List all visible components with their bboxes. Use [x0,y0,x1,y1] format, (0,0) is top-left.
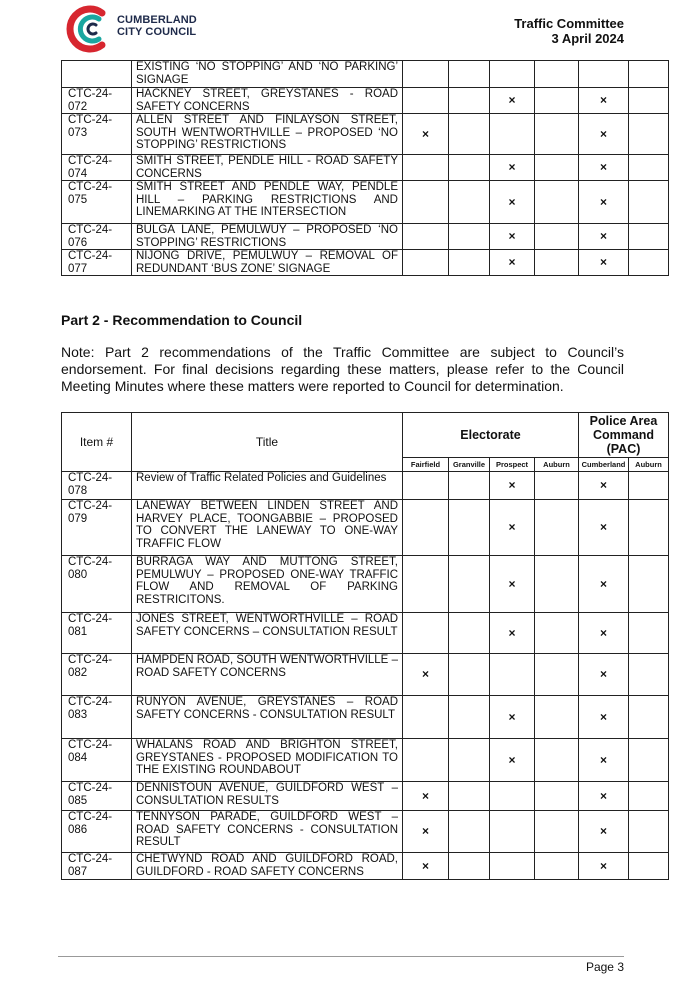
item-number: CTC-24-084 [62,739,132,782]
empty-cell [449,114,490,155]
cross-mark-icon: × [490,500,535,556]
cross-mark-icon: × [403,114,449,155]
cross-mark-icon: × [579,696,629,739]
empty-cell [449,853,490,880]
empty-cell [535,500,579,556]
cross-mark-icon: × [579,613,629,654]
empty-cell [535,782,579,811]
logo-text-line1: CUMBERLAND [117,14,197,26]
subcol-granville: Granville [449,458,490,472]
cross-mark-icon: × [579,500,629,556]
empty-cell [449,696,490,739]
empty-cell [535,61,579,88]
table-row [62,181,669,224]
empty-cell [629,811,669,853]
cross-mark-icon: × [490,696,535,739]
empty-cell [629,613,669,654]
empty-cell [490,782,535,811]
empty-cell [403,472,449,500]
item-title: TENNYSON PARADE, GUILDFORD WEST – ROAD SAFETY CONCERNS - CONSULTATION RESULT [132,811,403,853]
part2-table [61,412,669,880]
item-number: CTC-24-075 [62,181,132,224]
cross-mark-icon: × [490,556,535,613]
cross-mark-icon: × [579,181,629,224]
empty-cell [629,114,669,155]
empty-cell [449,654,490,696]
empty-cell [535,613,579,654]
empty-cell [449,472,490,500]
item-number: CTC-24-078 [62,472,132,500]
empty-cell [629,155,669,181]
cross-mark-icon: × [490,181,535,224]
empty-cell [535,472,579,500]
empty-cell [629,181,669,224]
empty-cell [403,61,449,88]
table-row [62,853,669,880]
empty-cell [449,61,490,88]
cross-mark-icon: × [579,811,629,853]
item-title: DENNISTOUN AVENUE, GUILDFORD WEST – CONSULTATION RESULTS [132,782,403,811]
empty-cell [535,811,579,853]
item-number: CTC-24-085 [62,782,132,811]
empty-cell [629,853,669,880]
item-number: CTC-24-077 [62,250,132,276]
item-title: NIJONG DRIVE, PEMULWUY – REMOVAL OF REDUNDANT ‘BUS ZONE’ SIGNAGE [132,250,403,276]
empty-cell [535,696,579,739]
empty-cell [535,114,579,155]
subcol-prospect: Prospect [490,458,535,472]
part2-heading: Part 2 - Recommendation to Council [61,312,303,328]
cross-mark-icon: × [490,739,535,782]
empty-cell [535,556,579,613]
empty-cell [449,155,490,181]
item-title: HAMPDEN ROAD, SOUTH WENTWORTHVILLE – ROAD SAFETY CONCERNS [132,654,403,696]
table-row [62,739,669,782]
cross-mark-icon: × [579,114,629,155]
subcol-auburn-pac: Auburn [629,458,669,472]
empty-cell [535,853,579,880]
item-title: Review of Traffic Related Policies and Guidelines [132,472,403,500]
empty-cell [403,556,449,613]
cross-mark-icon: × [490,224,535,250]
table-row [62,556,669,613]
cross-mark-icon: × [579,250,629,276]
empty-cell [535,155,579,181]
empty-cell [629,250,669,276]
logo-c-mark-icon [62,4,114,54]
empty-cell [490,853,535,880]
empty-cell [449,250,490,276]
cross-mark-icon: × [403,654,449,696]
cross-mark-icon: × [403,853,449,880]
cross-mark-icon: × [490,613,535,654]
cross-mark-icon: × [490,250,535,276]
col-header-pac: Police Area Command (PAC) [579,413,669,458]
cross-mark-icon: × [403,782,449,811]
empty-cell [403,696,449,739]
item-title: EXISTING ‘NO STOPPING’ AND ‘NO PARKING’ SIGNAGE [132,61,403,88]
empty-cell [449,556,490,613]
cross-mark-icon: × [579,853,629,880]
footer-divider [58,956,624,957]
empty-cell [629,654,669,696]
part2-note: Note: Part 2 recommendations of the Traffic Committee are subject to Council’s endorsement. For final decisions regarding these matters, please refer to the Council Meeting Minutes where these matters were reported to Council for determination. [61,344,624,394]
col-header-electorate: Electorate [403,413,579,458]
empty-cell [490,811,535,853]
page-number: Page 3 [585,960,624,974]
empty-cell [449,224,490,250]
table-row [62,500,669,556]
empty-cell [629,739,669,782]
logo-text-line2: CITY COUNCIL [117,26,197,38]
table-row [62,155,669,181]
item-number: CTC-24-080 [62,556,132,613]
empty-cell [579,61,629,88]
item-title: JONES STREET, WENTWORTHVILLE – ROAD SAFETY CONCERNS – CONSULTATION RESULT [132,613,403,654]
item-number: CTC-24-076 [62,224,132,250]
item-number: CTC-24-074 [62,155,132,181]
empty-cell [535,654,579,696]
empty-cell [403,500,449,556]
item-number: CTC-24-081 [62,613,132,654]
meeting-date: 3 April 2024 [551,31,624,46]
empty-cell [449,88,490,114]
table-row [62,811,669,853]
empty-cell [449,500,490,556]
empty-cell [403,739,449,782]
cross-mark-icon: × [579,556,629,613]
item-title: BURRAGA WAY AND MUTTONG STREET, PEMULWUY – PROPOSED ONE-WAY TRAFFIC FLOW AND REMOVAL OF PARKING RESTRICITONS. [132,556,403,613]
cross-mark-icon: × [579,472,629,500]
empty-cell [535,224,579,250]
table-row [62,472,669,500]
subcol-fairfield: Fairfield [403,458,449,472]
empty-cell [535,181,579,224]
cross-mark-icon: × [490,88,535,114]
item-title: WHALANS ROAD AND BRIGHTON STREET, GREYSTANES - PROPOSED MODIFICATION TO THE EXISTING ROUNDABOUT [132,739,403,782]
item-title: BULGA LANE, PEMULWUY – PROPOSED ‘NO STOPPING’ RESTRICTIONS [132,224,403,250]
cross-mark-icon: × [579,739,629,782]
cross-mark-icon: × [579,654,629,696]
cross-mark-icon: × [579,224,629,250]
empty-cell [535,739,579,782]
empty-cell [629,224,669,250]
cross-mark-icon: × [579,782,629,811]
document-header [514,16,624,46]
cross-mark-icon: × [579,88,629,114]
empty-cell [490,114,535,155]
table-row [62,782,669,811]
empty-cell [403,250,449,276]
empty-cell [629,88,669,114]
cumberland-logo [62,4,202,52]
col-header-title: Title [132,413,403,472]
subcol-cumberland: Cumberland [579,458,629,472]
empty-cell [629,500,669,556]
part1-table-continued [61,60,669,276]
empty-cell [629,782,669,811]
item-number: CTC-24-073 [62,114,132,155]
empty-cell [403,613,449,654]
item-number: CTC-24-082 [62,654,132,696]
table-row [62,613,669,654]
table-row [62,114,669,155]
item-number: CTC-24-083 [62,696,132,739]
item-number: CTC-24-072 [62,88,132,114]
item-title: SMITH STREET AND PENDLE WAY, PENDLE HILL – PARKING RESTRICTIONS AND LINEMARKING AT THE INTERSECTION [132,181,403,224]
item-number: CTC-24-086 [62,811,132,853]
empty-cell [490,654,535,696]
table-row [62,654,669,696]
table-row [62,696,669,739]
item-number [62,61,132,88]
item-title: ALLEN STREET AND FINLAYSON STREET, SOUTH WENTWORTHVILLE – PROPOSED ‘NO STOPPING’ RESTRICTIONS [132,114,403,155]
empty-cell [403,88,449,114]
table-row [62,224,669,250]
table-row [62,88,669,114]
empty-cell [403,224,449,250]
committee-name: Traffic Committee [514,16,624,31]
cross-mark-icon: × [490,155,535,181]
empty-cell [629,556,669,613]
empty-cell [629,61,669,88]
empty-cell [490,61,535,88]
empty-cell [449,782,490,811]
empty-cell [403,181,449,224]
subcol-auburn-electorate: Auburn [535,458,579,472]
table-row [62,61,669,88]
item-title: SMITH STREET, PENDLE HILL - ROAD SAFETY CONCERNS [132,155,403,181]
item-title: RUNYON AVENUE, GREYSTANES – ROAD SAFETY CONCERNS - CONSULTATION RESULT [132,696,403,739]
item-number: CTC-24-079 [62,500,132,556]
empty-cell [629,696,669,739]
empty-cell [629,472,669,500]
empty-cell [535,88,579,114]
empty-cell [535,250,579,276]
empty-cell [449,811,490,853]
empty-cell [449,181,490,224]
item-number: CTC-24-087 [62,853,132,880]
cross-mark-icon: × [403,811,449,853]
empty-cell [449,613,490,654]
item-title: CHETWYND ROAD AND GUILDFORD ROAD, GUILDFORD - ROAD SAFETY CONCERNS [132,853,403,880]
cross-mark-icon: × [490,472,535,500]
cross-mark-icon: × [579,155,629,181]
item-title: LANEWAY BETWEEN LINDEN STREET AND HARVEY PLACE, TOONGABBIE – PROPOSED TO CONVERT THE LANEWAY TO ONE-WAY TRAFFIC FLOW [132,500,403,556]
col-header-item: Item # [62,413,132,472]
table-row [62,250,669,276]
empty-cell [403,155,449,181]
empty-cell [449,739,490,782]
item-title: HACKNEY STREET, GREYSTANES - ROAD SAFETY CONCERNS [132,88,403,114]
